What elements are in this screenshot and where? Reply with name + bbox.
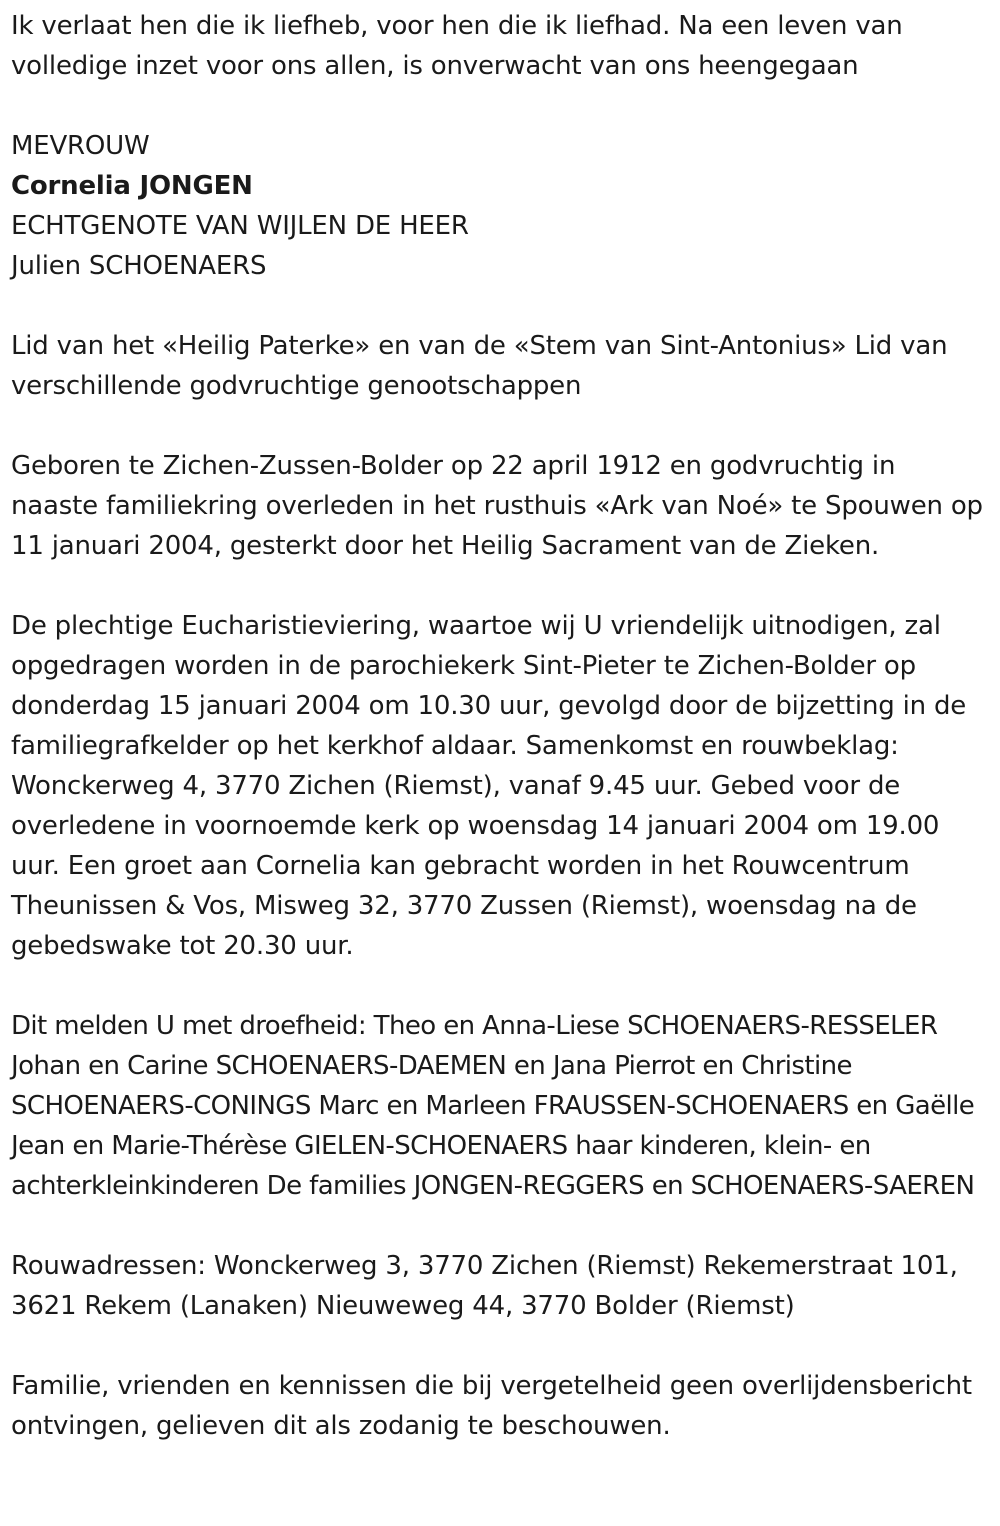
spacer (11, 406, 990, 446)
deceased-name: Cornelia JONGEN (11, 171, 253, 201)
spacer (11, 286, 990, 326)
spacer (11, 1206, 990, 1246)
spouse-label: ECHTGENOTE VAN WIJLEN DE HEER (11, 211, 469, 241)
spacer (11, 566, 990, 606)
spacer (11, 1326, 990, 1366)
closing-paragraph: Familie, vrienden en kennissen die bij vergetelheid geen overlijdensbericht ontvingen, gelieven dit als zodanig te beschouwen. (11, 1371, 972, 1441)
spouse-name: Julien SCHOENAERS (11, 251, 267, 281)
spacer (11, 86, 990, 126)
spacer (11, 966, 990, 1006)
title-label: MEVROUW (11, 131, 150, 161)
ceremony-paragraph: De plechtige Eucharistieviering, waartoe wij U vriendelijk uitnodigen, zal opgedragen worden in de parochiekerk Sint-Pieter te Zichen-Bolder op donderdag 15 januari 2004 om 10.30 uur, gevolgd door de bijzetting in de familiegrafkelder op het kerkhof aldaar. Samenkomst en rouwbeklag: Wonckerweg 4, 3770 Zichen (Riemst), vanaf 9.45 uur. Gebed voor de overledene in voornoemde kerk op woensdag 14 januari 2004 om 19.00 uur. Een groet aan Cornelia kan gebracht worden in het Rouwcentrum Theunissen & Vos, Misweg 32, 3770 Zussen (Riemst), woensdag na de gebedswake tot 20.30 uur. (11, 611, 967, 961)
birth-death-paragraph: Geboren te Zichen-Zussen-Bolder op 22 april 1912 en godvruchtig in naaste familiekring overleden in het rusthuis «Ark van Noé» te Spouwen op 11 januari 2004, gesterkt door het Heilig Sacrament van de Zieken. (11, 451, 983, 561)
membership-paragraph: Lid van het «Heilig Paterke» en van de «Stem van Sint-Antonius» Lid van verschillende godvruchtige genootschappen (11, 331, 948, 401)
intro-paragraph: Ik verlaat hen die ik liefheb, voor hen die ik liefhad. Na een leven van volledige inzet voor ons allen, is onverwacht van ons heengegaan (11, 11, 903, 81)
addresses-paragraph: Rouwadressen: Wonckerweg 3, 3770 Zichen (Riemst) Rekemerstraat 101, 3621 Rekem (Lanaken) Nieuweweg 44, 3770 Bolder (Riemst) (11, 1251, 958, 1321)
announcers-paragraph: Dit melden U met droefheid: Theo en Anna-Liese SCHOENAERS-RESSELER Johan en Carine SCHOENAERS-DAEMEN en Jana Pierrot en Christine SCHOENAERS-CONINGS Marc en Marleen FRAUSSEN-SCHOENAERS en Gaëlle Jean en Marie-Thérèse GIELEN-SCHOENAERS haar kinderen, klein- en achterkleinkinderen De families JONGEN-REGGERS en SCHOENAERS-SAEREN (11, 1011, 975, 1201)
